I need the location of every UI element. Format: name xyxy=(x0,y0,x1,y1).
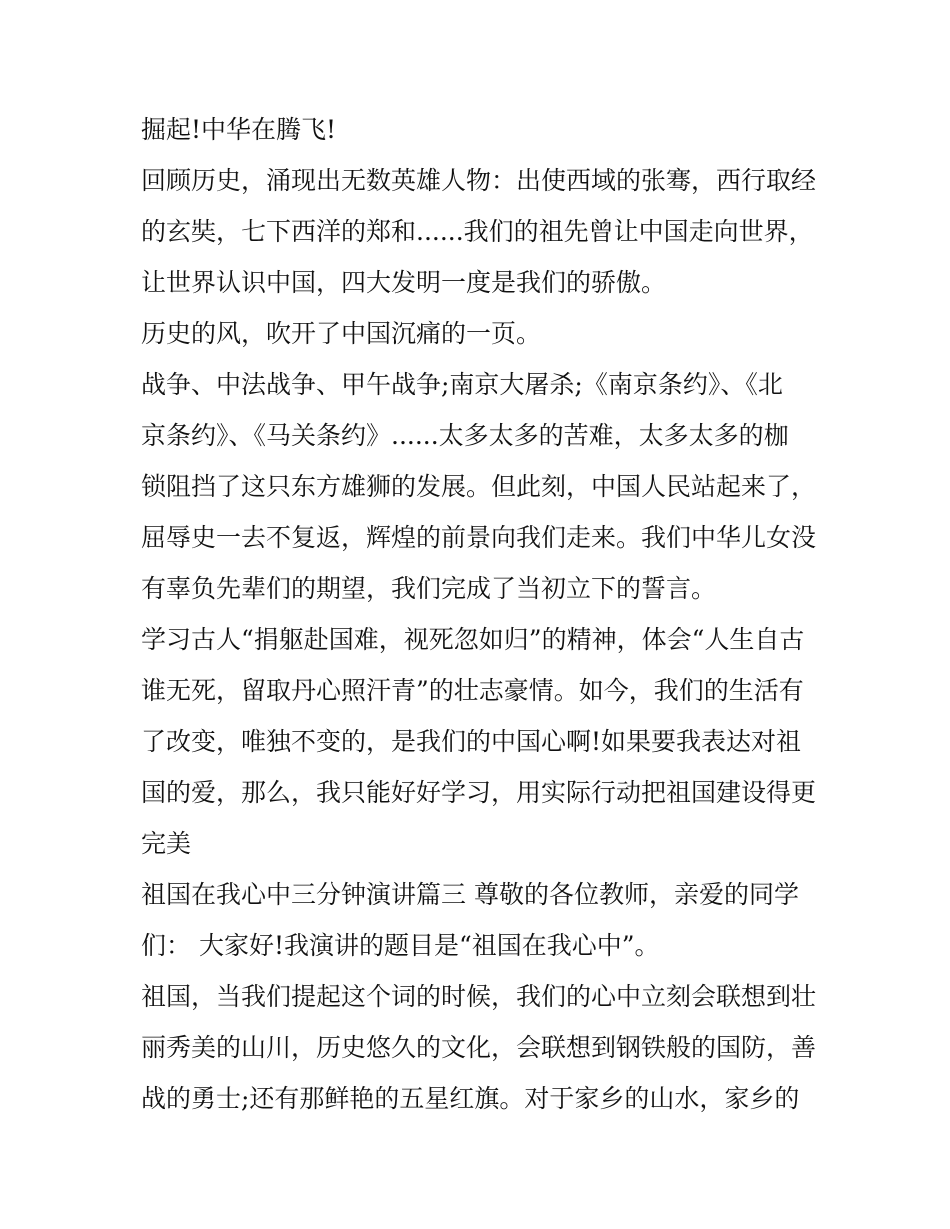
text-line: 战争、中法战争、甲午战争;南京大屠杀;《南京条约》、《北 xyxy=(141,370,783,399)
text-line: 京条约》、《马关条约》......太多太多的苦难，太多太多的枷 xyxy=(141,421,789,450)
text-line: 们： 大家好!我演讲的题目是“祖国在我心中”。 xyxy=(141,931,660,960)
text-line: 祖国在我心中三分钟演讲篇三 尊敬的各位教师，亲爱的同学 xyxy=(141,880,799,909)
text-line: 祖国，当我们提起这个词的时候，我们的心中立刻会联想到壮 xyxy=(141,982,817,1011)
text-line: 掘起!中华在腾飞! xyxy=(141,115,337,144)
text-line: 了改变，唯独不变的，是我们的中国心啊!如果要我表达对祖 xyxy=(141,727,802,756)
text-line: 完美 xyxy=(141,829,192,858)
text-line: 学习古人“捐躯赴国难，视死忽如归”的精神，体会“人生自古 xyxy=(141,625,805,654)
text-line: 的玄奘，七下西洋的郑和......我们的祖先曾让中国走向世界， xyxy=(141,217,814,246)
body-text xyxy=(141,104,821,1124)
text-line: 有辜负先辈们的期望，我们完成了当初立下的誓言。 xyxy=(141,574,717,603)
text-line: 锁阻挡了这只东方雄狮的发展。但此刻，中国人民站起来了， xyxy=(141,472,817,501)
text-line: 战的勇士;还有那鲜艳的五星红旗。对于家乡的山水，家乡的 xyxy=(141,1084,800,1113)
text-line: 让世界认识中国，四大发明一度是我们的骄傲。 xyxy=(141,268,667,297)
text-line: 谁无死，留取丹心照汗青”的壮志豪情。如今，我们的生活有 xyxy=(141,676,804,705)
text-line: 历史的风，吹开了中国沉痛的一页。 xyxy=(141,319,542,348)
text-line: 屈辱史一去不复返，辉煌的前景向我们走来。我们中华儿女没 xyxy=(141,523,817,552)
text-line: 回顾历史，涌现出无数英雄人物：出使西域的张骞，西行取经 xyxy=(141,166,817,195)
text-line: 丽秀美的山川，历史悠久的文化，会联想到钢铁般的国防，善 xyxy=(141,1033,817,1062)
text-line: 国的爱，那么，我只能好好学习，用实际行动把祖国建设得更 xyxy=(141,778,817,807)
